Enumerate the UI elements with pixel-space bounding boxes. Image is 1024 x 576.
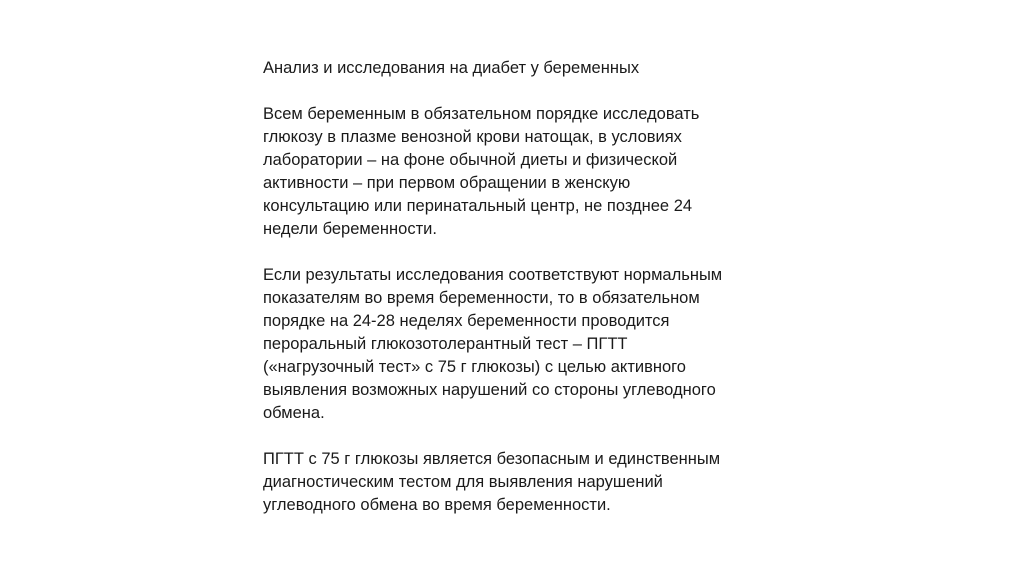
paragraph-gtt: Если результаты исследования соответствуют нормальным показателям во время беременности, то в обязательном порядке на 24-28 неделях беременности проводится пероральный глюкозотолерантный тест – ПГТТ («нагрузочный тест» с 75 г глюкозы) с целью активного выявления возможных нарушений со стороны углеводного обмена.	[263, 266, 723, 422]
paragraph-screening: Всем беременным в обязательном порядке исследовать глюкозу в плазме венозной крови натощак, в условиях лаборатории – на фоне обычной диеты и физической активности – при первом обращении в женскую консультацию или перинатальный центр, не позднее 24 недели беременности.	[263, 105, 700, 238]
paragraph-safety: ПГТТ с 75 г глюкозы является безопасным и единственным диагностическим тестом для выявления нарушений углеводного обмена во время беременности.	[263, 450, 721, 514]
text-block	[263, 57, 783, 517]
slide-title: Анализ и исследования на диабет у беременных	[263, 59, 640, 77]
